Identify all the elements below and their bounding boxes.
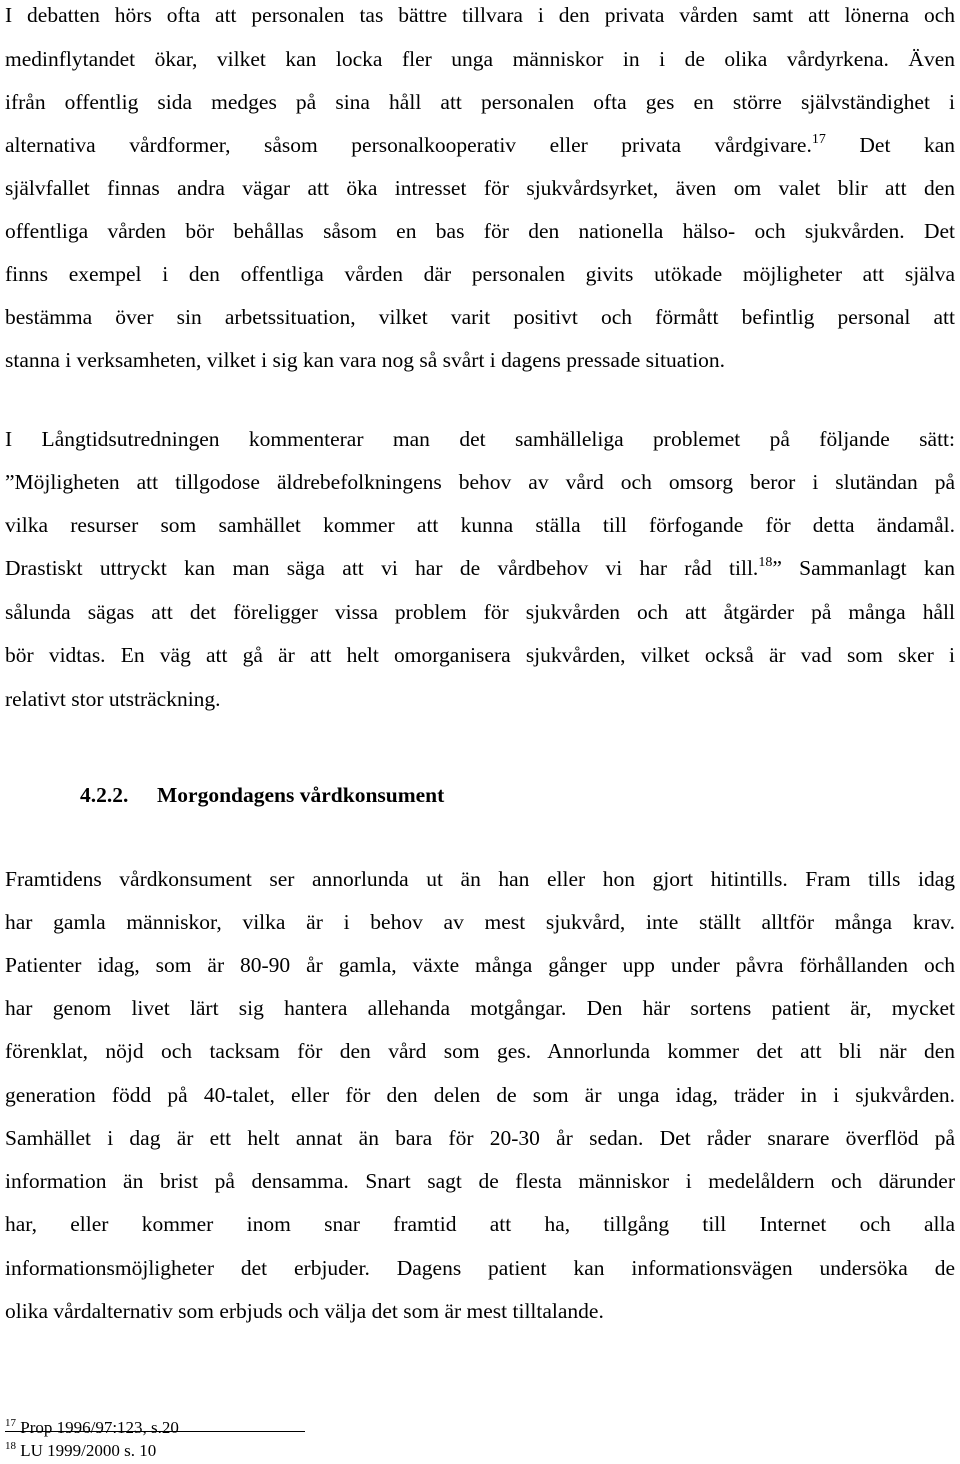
text-line: sålunda sägas att det föreligger vissa problem för sjukvården och att åtgärder på många håll: [5, 600, 955, 624]
text-line: Framtidens vårdkonsument ser annorlunda ut än han eller hon gjort hitintills. Fram tills idag: [5, 867, 955, 891]
text-line: I debatten hörs ofta att personalen tas bättre tillvara i den privata vården samt att lönerna och: [5, 3, 955, 27]
text-line: Samhället i dag är ett helt annat än bara för 20-30 år sedan. Det råder snarare överflöd på: [5, 1126, 955, 1150]
section-title: Morgondagens vårdkonsument: [157, 783, 445, 807]
text-line: har gamla människor, vilka är i behov av mest sjukvård, inte ställt alltför många krav.: [5, 910, 955, 934]
text-line: ifrån offentlig sida medges på sina håll att personalen ofta ges en större självständighet i: [5, 90, 955, 114]
text-line: I Långtidsutredningen kommenterar man det samhälleliga problemet på följande sätt:: [5, 427, 955, 451]
text-line: [5, 130, 955, 160]
text-line: har, eller kommer inom snar framtid att ha, tillgång till Internet och alla: [5, 1212, 955, 1236]
text-line: offentliga vården bör behållas såsom en bas för den nationella hälso- och sjukvården. Det: [5, 219, 955, 243]
text-line: självfallet finnas andra vägar att öka intresset för sjukvårdsyrket, även om valet blir att den: [5, 176, 955, 200]
text-line: stanna i verksamheten, vilket i sig kan vara nog så svårt i dagens pressade situation.: [5, 348, 726, 372]
footnote-number: 18: [5, 1440, 16, 1452]
footnote-number: 17: [5, 1417, 16, 1429]
text-line: olika vårdalternativ som erbjuds och välja det som är mest tilltalande.: [5, 1299, 604, 1323]
text-segment: ” Sammanlagt kan: [772, 556, 955, 580]
footnote-17-line: [5, 1417, 179, 1438]
text-line: medinflytandet ökar, vilket kan locka fler unga människor in i de olika vårdyrkena. Även: [5, 47, 955, 71]
footnote-text: LU 1999/2000 s. 10: [20, 1441, 157, 1460]
text-line: relativt stor utsträckning.: [5, 687, 221, 711]
text-line: förenklat, nöjd och tacksam för den vård som ges. Annorlunda kommer det att bli när den: [5, 1039, 955, 1063]
text-line: har genom livet lärt sig hantera allehanda motgångar. Den här sortens patient är, mycket: [5, 996, 955, 1020]
text-line: informationsmöjligheter det erbjuder. Dagens patient kan informationsvägen undersöka de: [5, 1256, 955, 1280]
footnote-18-line: [5, 1440, 156, 1461]
text-segment: Drastiskt uttryckt kan man säga att vi har de vårdbehov vi har råd till.: [5, 556, 759, 580]
section-heading: [80, 780, 444, 810]
text-line: Patienter idag, som är 80-90 år gamla, växte många gånger upp under påvra förhållanden och: [5, 953, 955, 977]
text-line: bör vidtas. En väg att gå är att helt omorganisera sjukvården, vilket också är vad som sker i: [5, 643, 955, 667]
text-segment: alternativa vårdformer, såsom personalkooperativ eller privata vårdgivare.: [5, 133, 812, 157]
footnote-text: Prop 1996/97:123, s.20: [20, 1418, 179, 1437]
text-segment: Det kan: [859, 133, 955, 157]
text-line: finns exempel i den offentliga vården där personalen givits utökade möjligheter att själva: [5, 262, 955, 286]
text-line: [5, 553, 955, 583]
text-line: generation född på 40-talet, eller för den delen de som är unga idag, träder in i sjukvården.: [5, 1083, 955, 1107]
text-line: information än brist på densamma. Snart sagt de flesta människor i medelåldern och därunder: [5, 1169, 955, 1193]
text-line: ”Möjligheten att tillgodose äldrebefolkningens behov av vård och omsorg beror i slutändan på: [5, 470, 955, 494]
section-number: 4.2.2.: [80, 783, 129, 807]
footnote-ref-17[interactable]: 17: [811, 132, 826, 147]
text-line: bestämma över sin arbetssituation, vilket varit positivt och förmått befintlig personal att: [5, 305, 955, 329]
text-line: vilka resurser som samhället kommer att kunna ställa till förfogande för detta ändamål.: [5, 513, 955, 537]
footnote-ref-18[interactable]: 18: [758, 555, 773, 570]
